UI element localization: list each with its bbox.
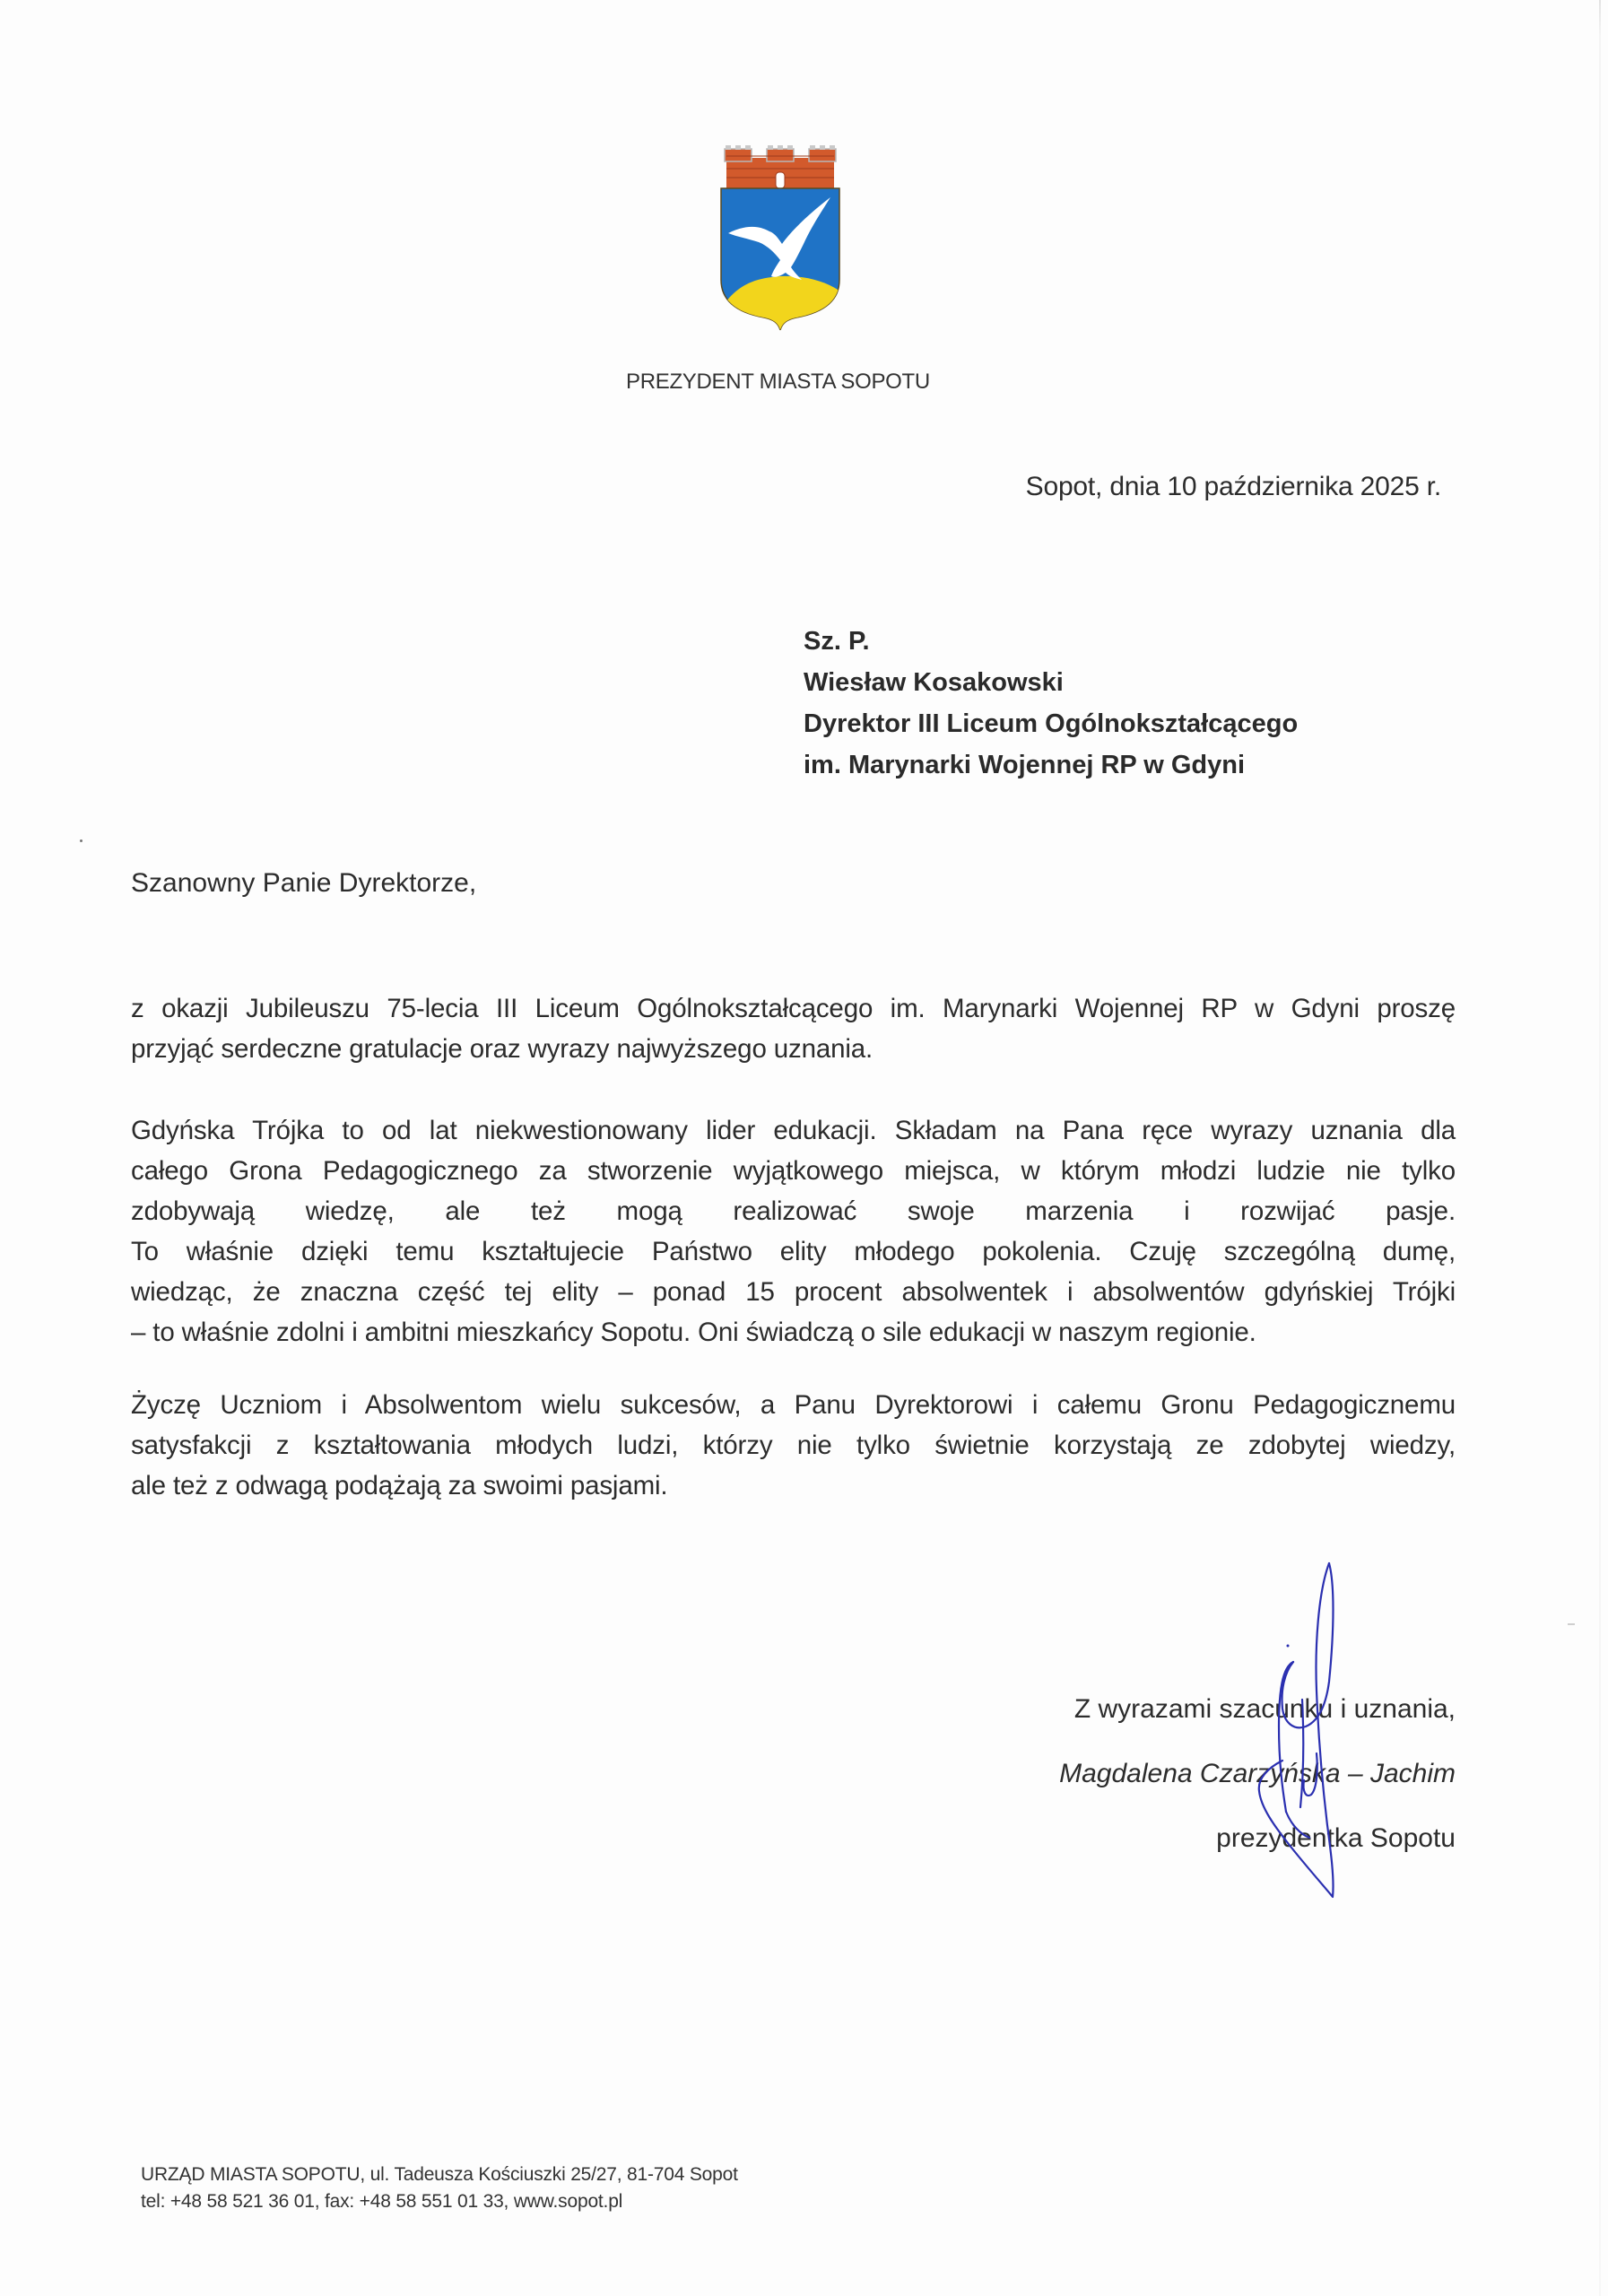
paragraph-line: Życzę Uczniom i Absolwentom wielu sukcesów, a Panu Dyrektorowi i całemu Gronu Pedagogicznemu [131,1390,1456,1420]
scan-edge-shadow [1599,0,1601,2296]
paragraph-line: z okazji Jubileuszu 75-lecia III Liceum Ogólnokształcącego im. Marynarki Wojennej RP w Gdyni proszę [131,994,1456,1023]
castle-crown-icon [725,145,836,188]
salutation: Szanowny Panie Dyrektorze, [131,868,477,898]
paragraph-line: Gdyńska Trójka to od lat niekwestionowany lider edukacji. Składam na Pana ręce wyrazy uznania dla [131,1116,1456,1145]
paragraph-line: satysfakcji z kształtowania młodych ludzi, którzy nie tylko świetnie korzystają ze zdobytej wiedzy, [131,1431,1456,1460]
closing-regards: Z wyrazami szacunku i uznania, [1073,1694,1456,1724]
signatory-name: Magdalena Czarzyńska – Jachim [1059,1759,1456,1788]
footer-address: URZĄD MIASTA SOPOTU, ul. Tadeusza Kościuszki 25/27, 81-704 Sopot [141,2164,738,2185]
sopot-coat-of-arms-icon [717,145,843,334]
paragraph-line: – to właśnie zdolni i ambitni mieszkańcy Sopotu. Oni świadczą o sile edukacji w naszym regionie. [131,1318,1256,1347]
recipient-position: Dyrektor III Liceum Ogólnokształcącego [804,709,1299,738]
scan-speck [80,839,83,842]
signatory-title: prezydentka Sopotu [1216,1823,1456,1853]
paragraph-congratulations [131,988,1456,1069]
paragraph-line: To właśnie dzięki temu kształtujecie Państwo elity młodego pokolenia. Czuję szczególną dumę, [131,1237,1456,1266]
paragraph-line: zdobywają wiedzę, ale też mogą realizować swoje marzenia i rozwijać pasje. [131,1196,1456,1226]
recipient-honorific: Sz. P. [804,627,870,656]
paragraph-line: wiedząc, że znaczna część tej elity – ponad 15 procent absolwentek i absolwentów gdyńskiej Trójki [131,1277,1456,1307]
paragraph-line: przyjąć serdeczne gratulacje oraz wyrazy najwyższego uznania. [131,1034,874,1064]
closing-block [1059,1677,1456,1871]
recipient-name: Wiesław Kosakowski [804,668,1064,697]
recipient-institution: im. Marynarki Wojennej RP w Gdyni [804,751,1246,779]
paragraph-wishes [131,1385,1456,1506]
footer-contact [141,2161,738,2215]
paragraph-school-praise [131,1110,1456,1352]
letter-date: Sopot, dnia 10 października 2025 r. [1025,472,1441,501]
paragraph-line: całego Grona Pedagogicznego za stworzenie wyjątkowego miejsca, w którym młodzi ludzie nie tylko [131,1156,1456,1186]
office-heading: PREZYDENT MIASTA SOPOTU [626,370,930,394]
paragraph-line: ale też z odwagą podążają za swoimi pasjami. [131,1471,668,1500]
recipient-address-block [804,621,1298,786]
scan-mark [1568,1623,1575,1625]
footer-phone-fax-web: tel: +48 58 521 36 01, fax: +48 58 551 01 33, www.sopot.pl [141,2191,623,2212]
